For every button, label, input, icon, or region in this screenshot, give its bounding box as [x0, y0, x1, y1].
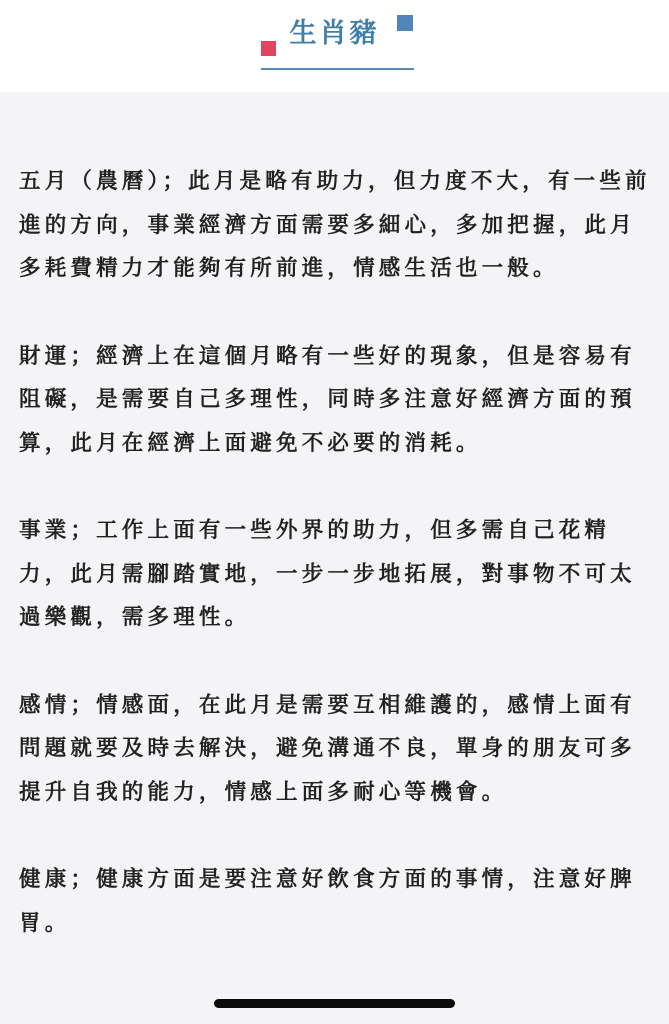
header: [0, 0, 669, 92]
paragraph-relationship: 感情；情感面，在此月是需要互相維護的，感情上面有問題就要及時去解決，避免溝通不良，單身的朋友可多提升自我的能力，情感上面多耐心等機會。: [19, 692, 636, 805]
page-title: 生肖豬: [289, 18, 380, 49]
paragraph-health: 健康；健康方面是要注意好飲食方面的事情，注意好脾胃。: [19, 867, 636, 936]
paragraph-monthly-overview: 五月（農曆）；此月是略有助力，但力度不大，有一些前進的方向，事業經濟方面需要多細心，多加把握，此月多耗費精力才能夠有所前進，情感生活也一般。: [19, 169, 651, 281]
home-indicator[interactable]: [214, 999, 455, 1008]
article-body: [19, 160, 659, 989]
paragraph-wealth: 財運；經濟上在這個月略有一些好的現象，但是容易有阻礙，是需要自己多理性，同時多注意好經濟方面的預算，此月在經濟上面避免不必要的消耗。: [19, 343, 636, 456]
title-underline: [261, 68, 414, 70]
paragraph-career: 事業；工作上面有一些外界的助力，但多需自己花精力，此月需腳踏實地，一步一步地拓展，對事物不可太過樂觀，需多理性。: [19, 518, 636, 630]
